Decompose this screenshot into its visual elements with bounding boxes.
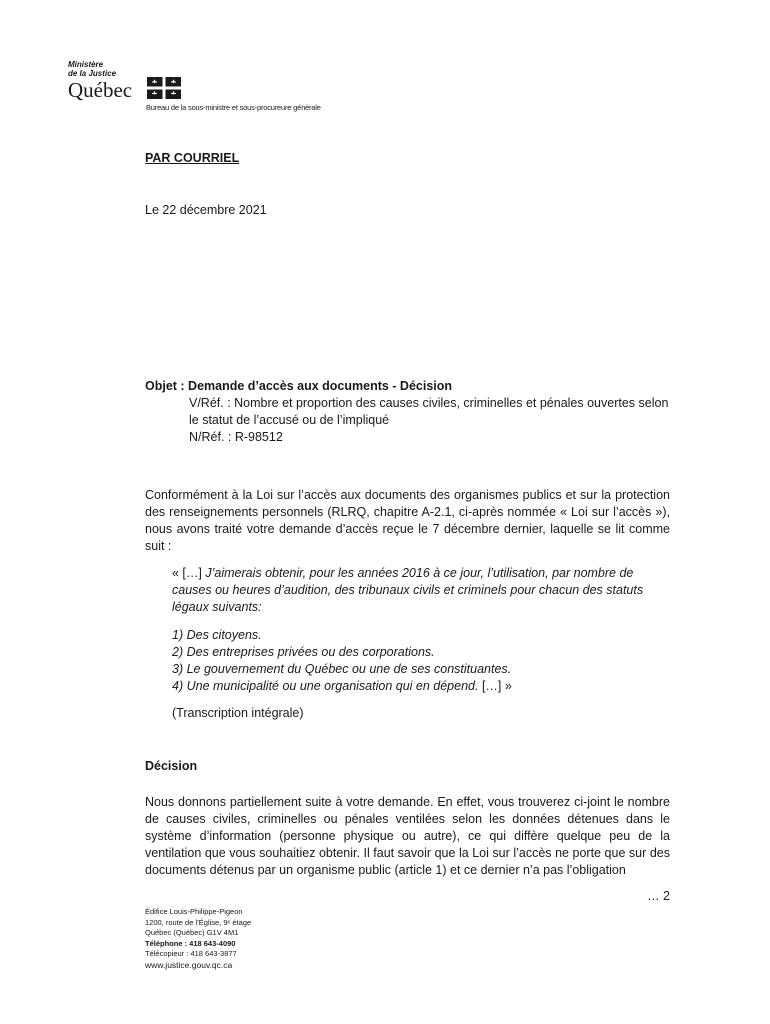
footer-fax: Télécopieur : 418 643-3877 xyxy=(145,949,237,958)
quebec-wordmark: Québec xyxy=(68,78,133,102)
list-item: 1) Des citoyens. xyxy=(172,628,262,642)
delivery-method: PAR COURRIEL xyxy=(145,151,240,165)
subject-title: Objet : Demande d’accès aux documents - Décision xyxy=(145,379,453,393)
page-continuation: … 2 xyxy=(647,889,670,903)
quote-intro-text: J’aimerais obtenir, pour les années 2016 à ce jour, l’utilisation, par nombre de causes ou heures d’audition, des tribunaux civils et criminels pour chacun des statuts légaux suivants: xyxy=(172,566,644,614)
quote-close: […] » xyxy=(478,679,512,693)
request-quote-intro xyxy=(172,565,672,616)
list-item: 3) Le gouvernement du Québec ou une de ses constituantes. xyxy=(172,662,512,676)
letter-date: Le 22 décembre 2021 xyxy=(145,203,267,217)
list-item: 4) Une municipalité ou une organisation qui en dépend. […] » xyxy=(172,679,512,693)
our-reference: N/Réf. : R-98512 xyxy=(189,430,283,444)
footer-address xyxy=(145,907,251,970)
intro-paragraph: Conformément à la Loi sur l’accès aux documents des organismes publics et sur la protection des renseignements personnels (RLRQ, chapitre A-2.1, ci-après nommée « Loi sur l’accès »), nous avons traité votre demande d’accès reçue le 7 décembre dernier, laquelle se lit comme suit : xyxy=(145,488,670,553)
quebec-flag-icon xyxy=(147,77,181,99)
your-reference: V/Réf. : Nombre et proportion des causes civiles, criminelles et pénales ouvertes selon le statut de l’accusé ou de l’impliqué xyxy=(189,396,669,427)
ministry-name: Ministère de la Justice xyxy=(68,60,117,78)
footer-phone: Téléphone : 418 643-4090 xyxy=(145,938,236,948)
transcription-note: (Transcription intégrale) xyxy=(172,706,304,720)
quote-open: « […] xyxy=(172,566,206,580)
request-quote-list xyxy=(172,627,672,695)
list-item: 2) Des entreprises privées ou des corporations. xyxy=(172,645,435,659)
decision-heading: Décision xyxy=(145,759,198,773)
footer-website[interactable]: www.justice.gouv.qc.ca xyxy=(145,959,233,970)
bureau-name: Bureau de la sous-ministre et sous-procureure générale xyxy=(146,103,321,112)
footer-building: Édifice Louis-Philippe-Pigeon xyxy=(145,907,243,916)
decision-paragraph: Nous donnons partiellement suite à votre demande. En effet, vous trouverez ci-joint le nombre de causes civiles, criminelles ou pénales ventilées selon les données détenues dans le système d’information (personne physique ou autre), ce qui diffère quelque peu de la ventilation que vous souhaitiez obtenir. Il faut savoir que la Loi sur l’accès ne porte que sur des documents détenus par un organisme public (article 1) et ce dernier n’a pas l’obligation xyxy=(145,795,670,877)
footer-city: Québec (Québec) G1V 4M1 xyxy=(145,928,239,937)
letter-subject xyxy=(145,378,670,446)
footer-street: 1200, route de l’Église, 9ᵉ étage xyxy=(145,917,252,927)
ministry-logo xyxy=(68,60,368,116)
